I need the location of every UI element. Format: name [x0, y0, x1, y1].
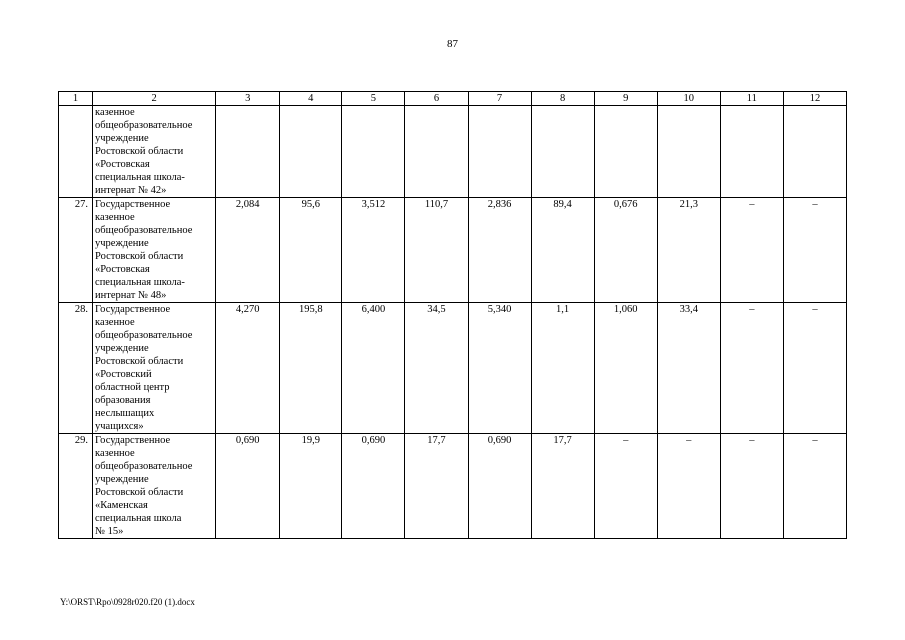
institution-name: [93, 303, 216, 434]
value-col-8: 1,1: [531, 303, 594, 434]
value-col-9: 1,060: [594, 303, 657, 434]
value-col-6: [405, 106, 468, 198]
value-col-4: 195,8: [280, 303, 342, 434]
value-col-8: 17,7: [531, 434, 594, 539]
value-col-3: 2,084: [216, 198, 280, 303]
value-col-8: 89,4: [531, 198, 594, 303]
institution-name-line: общеобразовательное: [95, 461, 193, 472]
value-col-10: 21,3: [657, 198, 720, 303]
value-col-9: –: [594, 434, 657, 539]
institution-name-line: общеобразовательное: [95, 225, 193, 236]
institution-name-line: неслышащих: [95, 408, 155, 419]
value-col-10: –: [657, 434, 720, 539]
row-number: 29.: [59, 434, 93, 539]
value-col-4: 95,6: [280, 198, 342, 303]
value-col-3: [216, 106, 280, 198]
institution-name-line: Ростовской области: [95, 487, 184, 498]
institution-name-line: № 15»: [95, 526, 124, 537]
institution-name-line: «Ростовская: [95, 159, 150, 170]
institution-name: [93, 106, 216, 198]
institution-name-line: казенное: [95, 317, 135, 328]
value-col-9: [594, 106, 657, 198]
column-number-header-row: [59, 92, 847, 106]
value-col-11: [720, 106, 783, 198]
value-col-9: 0,676: [594, 198, 657, 303]
institution-name-line: областной центр: [95, 382, 170, 393]
value-col-12: [783, 106, 846, 198]
header-col-11: 11: [720, 92, 783, 106]
institution-name-line: учреждение: [95, 343, 149, 354]
value-col-5: 0,690: [342, 434, 405, 539]
value-col-12: –: [783, 198, 846, 303]
value-col-6: 17,7: [405, 434, 468, 539]
header-col-4: 4: [280, 92, 342, 106]
value-col-7: [468, 106, 531, 198]
value-col-5: [342, 106, 405, 198]
header-col-9: 9: [594, 92, 657, 106]
institution-name-line: специальная школа: [95, 513, 182, 524]
value-col-4: 19,9: [280, 434, 342, 539]
institution-name-line: интернат № 48»: [95, 290, 167, 301]
value-col-7: 0,690: [468, 434, 531, 539]
institution-name-line: интернат № 42»: [95, 185, 167, 196]
file-path-footer: Y:\ORST\Rpo\0928r020.f20 (1).docx: [60, 597, 195, 607]
institution-name-line: казенное: [95, 107, 135, 118]
header-col-2: 2: [93, 92, 216, 106]
value-col-6: 110,7: [405, 198, 468, 303]
row-number: [59, 106, 93, 198]
value-col-11: –: [720, 198, 783, 303]
institution-name-line: Ростовской области: [95, 146, 184, 157]
institution-name-line: учреждение: [95, 238, 149, 249]
institution-name: [93, 198, 216, 303]
institution-name-line: «Ростовский: [95, 369, 152, 380]
institution-name-line: специальная школа-: [95, 172, 185, 183]
value-col-11: –: [720, 303, 783, 434]
value-col-4: [280, 106, 342, 198]
value-col-6: 34,5: [405, 303, 468, 434]
institution-name-line: учреждение: [95, 474, 149, 485]
header-col-10: 10: [657, 92, 720, 106]
value-col-11: –: [720, 434, 783, 539]
value-col-8: [531, 106, 594, 198]
value-col-10: 33,4: [657, 303, 720, 434]
institution-name-line: «Ростовская: [95, 264, 150, 275]
header-col-5: 5: [342, 92, 405, 106]
institution-name-line: общеобразовательное: [95, 120, 193, 131]
institution-name-line: «Каменская: [95, 500, 148, 511]
institution-name-line: учреждение: [95, 133, 149, 144]
header-col-7: 7: [468, 92, 531, 106]
value-col-5: 3,512: [342, 198, 405, 303]
header-col-8: 8: [531, 92, 594, 106]
header-col-1: 1: [59, 92, 93, 106]
table-row: [59, 198, 847, 303]
value-col-5: 6,400: [342, 303, 405, 434]
institution-name-line: Ростовской области: [95, 251, 184, 262]
value-col-12: –: [783, 434, 846, 539]
header-col-12: 12: [783, 92, 846, 106]
page-number: 87: [447, 38, 458, 50]
header-col-3: 3: [216, 92, 280, 106]
header-col-6: 6: [405, 92, 468, 106]
institution-name-line: Ростовской области: [95, 356, 184, 367]
value-col-10: [657, 106, 720, 198]
value-col-7: 5,340: [468, 303, 531, 434]
row-number: 28.: [59, 303, 93, 434]
row-number: 27.: [59, 198, 93, 303]
institution-name-line: специальная школа-: [95, 277, 185, 288]
data-table: [58, 91, 847, 539]
institution-name-line: учащихся»: [95, 421, 144, 432]
institution-name-line: Государственное: [95, 199, 171, 210]
institution-name-line: казенное: [95, 448, 135, 459]
value-col-3: 4,270: [216, 303, 280, 434]
table-row: [59, 303, 847, 434]
institution-name-line: Государственное: [95, 435, 171, 446]
value-col-3: 0,690: [216, 434, 280, 539]
table-row: [59, 434, 847, 539]
value-col-7: 2,836: [468, 198, 531, 303]
institution-name: [93, 434, 216, 539]
institution-name-line: образования: [95, 395, 151, 406]
institution-name-line: Государственное: [95, 304, 171, 315]
table-row: [59, 106, 847, 198]
institution-name-line: казенное: [95, 212, 135, 223]
value-col-12: –: [783, 303, 846, 434]
institution-name-line: общеобразовательное: [95, 330, 193, 341]
